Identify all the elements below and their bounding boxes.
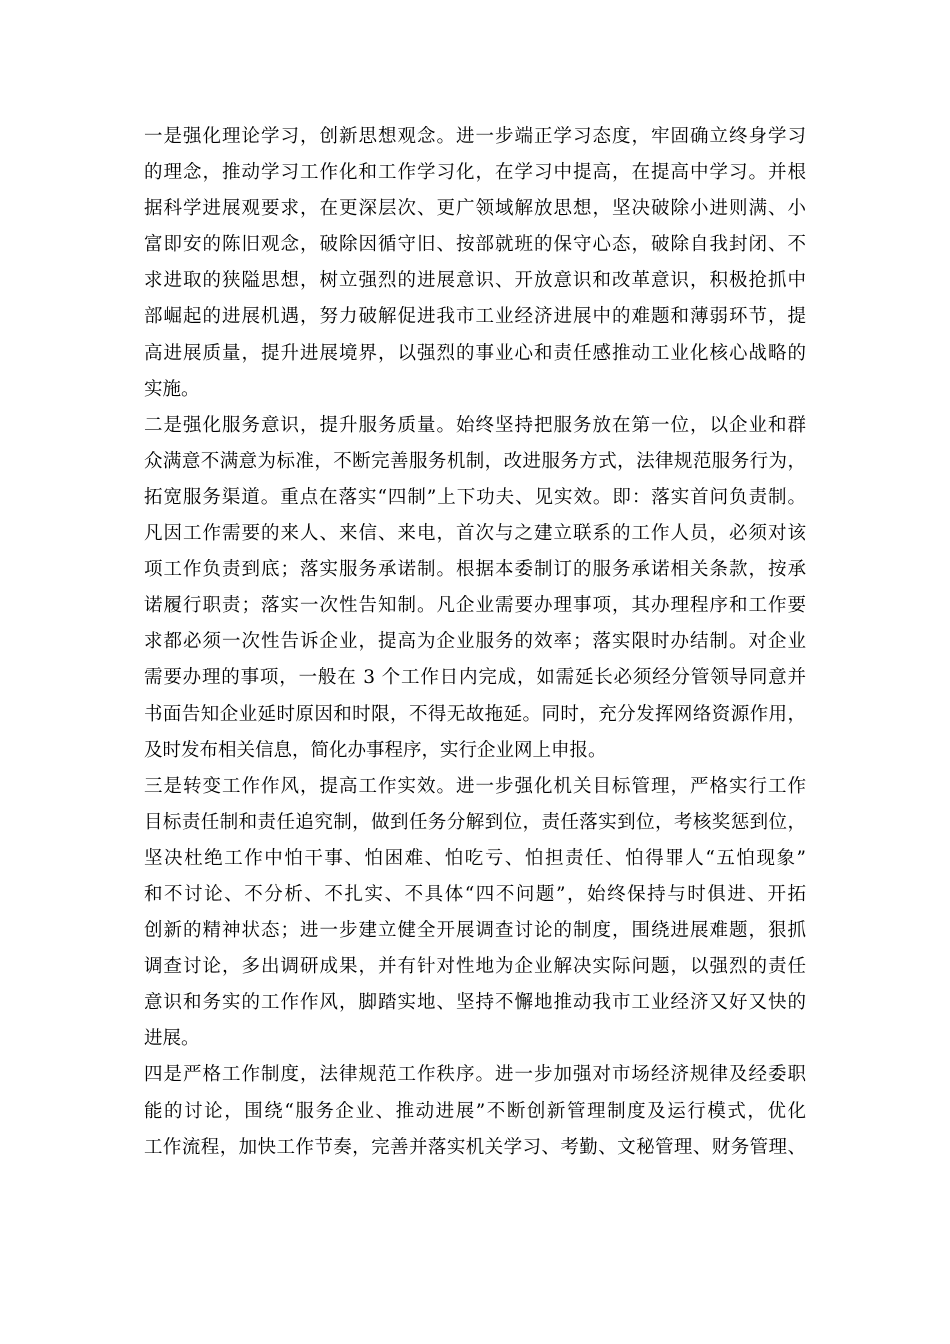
text-line: 求进取的狭隘思想，树立强烈的进展意识、开放意识和改革意识，积极抢抓中 xyxy=(144,270,806,292)
text-line: 坚决杜绝工作中怕干事、怕困难、怕吃亏、怕担责任、怕得罪人“五怕现象” xyxy=(144,847,806,869)
text-line: 进展。 xyxy=(144,1028,200,1050)
text-line: 意识和务实的工作作风，脚踏实地、坚持不懈地推动我市工业经济又好又快的 xyxy=(144,992,806,1014)
text-line: 拓宽服务渠道。重点在落实“四制”上下功夫、见实效。即：落实首问负责制。 xyxy=(144,486,806,508)
text-line: 二是强化服务意识，提升服务质量。始终坚持把服务放在第一位，以企业和群 xyxy=(144,414,806,436)
text-line: 求都必须一次性告诉企业，提高为企业服务的效率；落实限时办结制。对企业 xyxy=(144,631,806,653)
text-line: 据科学进展观要求，在更深层次、更广领域解放思想，坚决破除小进则满、小 xyxy=(144,198,806,220)
paragraph xyxy=(144,1057,806,1165)
text-line: 凡因工作需要的来人、来信、来电，首次与之建立联系的工作人员，必须对该 xyxy=(144,523,806,545)
paragraph xyxy=(144,408,806,769)
text-line: 能的讨论，围绕“服务企业、推动进展”不断创新管理制度及运行模式，优化 xyxy=(144,1100,806,1122)
text-line: 调查讨论，多出调研成果，并有针对性地为企业解决实际问题，以强烈的责任 xyxy=(144,956,806,978)
text-line: 的理念，推动学习工作化和工作学习化，在学习中提高，在提高中学习。并根 xyxy=(144,162,806,184)
text-line: 需要办理的事项，一般在 3 个工作日内完成，如需延长必须经分管领导同意并 xyxy=(144,667,806,689)
text-line: 四是严格工作制度，法律规范工作秩序。进一步加强对市场经济规律及经委职 xyxy=(144,1064,806,1086)
text-line: 目标责任制和责任追究制，做到任务分解到位，责任落实到位，考核奖惩到位， xyxy=(144,811,806,833)
text-line: 富即安的陈旧观念，破除因循守旧、按部就班的保守心态，破除自我封闭、不 xyxy=(144,234,806,256)
text-line: 三是转变工作作风，提高工作实效。进一步强化机关目标管理，严格实行工作 xyxy=(144,775,806,797)
text-line: 实施。 xyxy=(144,378,200,400)
paragraph xyxy=(144,769,806,1058)
text-line: 部崛起的进展机遇，努力破解促进我市工业经济进展中的难题和薄弱环节，提 xyxy=(144,306,806,328)
text-line: 一是强化理论学习，创新思想观念。进一步端正学习态度，牢固确立终身学习 xyxy=(144,126,806,147)
paragraph xyxy=(144,119,806,408)
text-line: 及时发布相关信息，简化办事程序，实行企业网上申报。 xyxy=(144,739,607,761)
text-line: 项工作负责到底；落实服务承诺制。根据本委制订的服务承诺相关条款，按承 xyxy=(144,559,806,581)
text-line: 高进展质量，提升进展境界，以强烈的事业心和责任感推动工业化核心战略的 xyxy=(144,342,806,364)
text-line: 工作流程，加快工作节奏，完善并落实机关学习、考勤、文秘管理、财务管理、 xyxy=(144,1136,806,1158)
text-line: 和不讨论、不分析、不扎实、不具体“四不问题”，始终保持与时俱进、开拓 xyxy=(144,883,806,905)
document-body xyxy=(144,119,806,1166)
text-line: 众满意不满意为标准，不断完善服务机制，改进服务方式，法律规范服务行为， xyxy=(144,450,806,472)
text-line: 书面告知企业延时原因和时限，不得无故拖延。同时，充分发挥网络资源作用， xyxy=(144,703,806,725)
text-line: 创新的精神状态；进一步建立健全开展调查讨论的制度，围绕进展难题，狠抓 xyxy=(144,920,806,942)
text-line: 诺履行职责；落实一次性告知制。凡企业需要办理事项，其办理程序和工作要 xyxy=(144,595,806,617)
